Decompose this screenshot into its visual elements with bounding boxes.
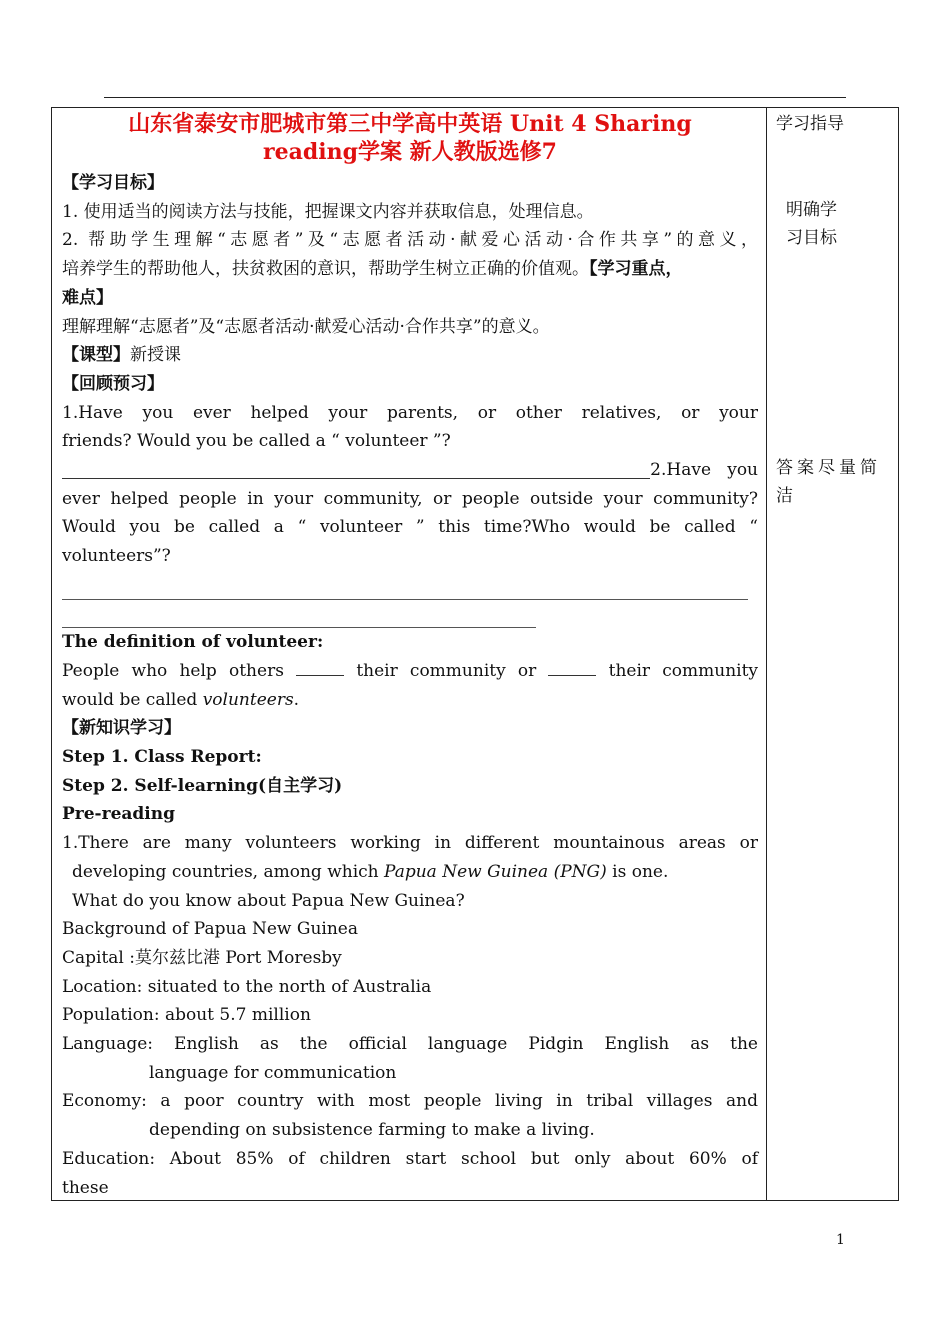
column-divider <box>766 107 767 1201</box>
answer-line-1[interactable] <box>62 571 748 600</box>
definition-heading: The definition of volunteer: <box>62 632 324 653</box>
objective-2-b: 培养学生的帮助他人，扶贫救困的意识，帮助学生树立正确的价值观。【学习重点， <box>62 259 683 280</box>
objective-1: 1. 使用适当的阅读方法与技能，把握课文内容并获取信息，处理信息。 <box>62 201 594 222</box>
capital-line: Capital :莫尔兹比港 Port Moresby <box>62 947 342 968</box>
page-number: 1 <box>836 1232 845 1248</box>
sidebar-goal: 明确学 习目标 <box>786 200 837 248</box>
question-1-a: 1.Have you ever helped your parents, or other relatives, or your <box>62 402 758 423</box>
lesson-type: 【课型】新授课 <box>62 345 181 366</box>
question-2-c: Would you be called a “ volunteer ” this time?Who would be called “ <box>62 517 758 538</box>
question-2-d: volunteers”? <box>62 546 171 567</box>
prereading-heading: Pre-reading <box>62 804 175 825</box>
new-knowledge-heading: 【新知识学习】 <box>62 718 181 739</box>
step-1: Step 1. Class Report: <box>62 747 262 768</box>
prereading-1-b: developing countries, among which Papua New Guinea (PNG) is one. <box>72 861 669 882</box>
definition-line-2: would be called volunteers. <box>62 689 300 710</box>
question-1-b: friends? Would you be called a “ volunteer ”? <box>62 431 451 452</box>
language-line-b: language for communication <box>149 1062 397 1083</box>
review-heading: 【回顾预习】 <box>62 373 164 394</box>
location-line: Location: situated to the north of Australia <box>62 976 432 997</box>
definition-line-1: People who help others their community or their community <box>62 660 759 681</box>
prereading-1-a: 1.There are many volunteers working in different mountainous areas or <box>62 833 758 854</box>
question-2-a: 2.Have you <box>62 456 758 485</box>
title-line-1: 山东省泰安市肥城市第三中学高中英语 Unit 4 Sharing <box>128 111 692 137</box>
education-line-a: Education: About 85% of children start school but only about 60% of <box>62 1148 758 1169</box>
education-line-b: these <box>62 1177 109 1198</box>
header-rule <box>104 97 846 98</box>
keypoints-text: 理解理解“志愿者”及“志愿者活动·献爱心活动·合作共享”的意义。 <box>62 316 550 337</box>
title-line-2: reading学案 新人教版选修7 <box>263 139 557 165</box>
economy-line-a: Economy: a poor country with most people living in tribal villages and <box>62 1091 758 1112</box>
answer-line-2[interactable] <box>62 600 536 629</box>
prereading-1-c: What do you know about Papua New Guinea? <box>72 890 465 911</box>
objective-2-a: 2. 帮助学生理解“志愿者”及“志愿者活动·献爱心活动·合作共享”的意义， <box>62 230 758 251</box>
main-column <box>62 110 758 1202</box>
keypoints-heading-cont: 难点】 <box>62 287 113 308</box>
question-2-b: ever helped people in your community, or people outside your community? <box>62 488 758 509</box>
document-title <box>62 110 758 166</box>
definition-blank-1[interactable] <box>296 661 344 676</box>
step-2: Step 2. Self-learning(自主学习) <box>62 775 343 796</box>
sidebar-header: 学习指导 <box>776 114 844 134</box>
language-line-a: Language: English as the official language Pidgin English as the <box>62 1034 758 1055</box>
background-heading: Background of Papua New Guinea <box>62 919 358 940</box>
keypoints-heading: 【学习重点， <box>589 259 683 280</box>
definition-blank-2[interactable] <box>548 661 596 676</box>
population-line: Population: about 5.7 million <box>62 1005 311 1026</box>
sidebar-answer-note: 答案尽量简 洁 <box>776 458 881 506</box>
answer-blank-1[interactable] <box>62 462 650 479</box>
economy-line-b: depending on subsistence farming to make a living. <box>149 1120 595 1141</box>
objectives-heading: 【学习目标】 <box>62 173 164 193</box>
